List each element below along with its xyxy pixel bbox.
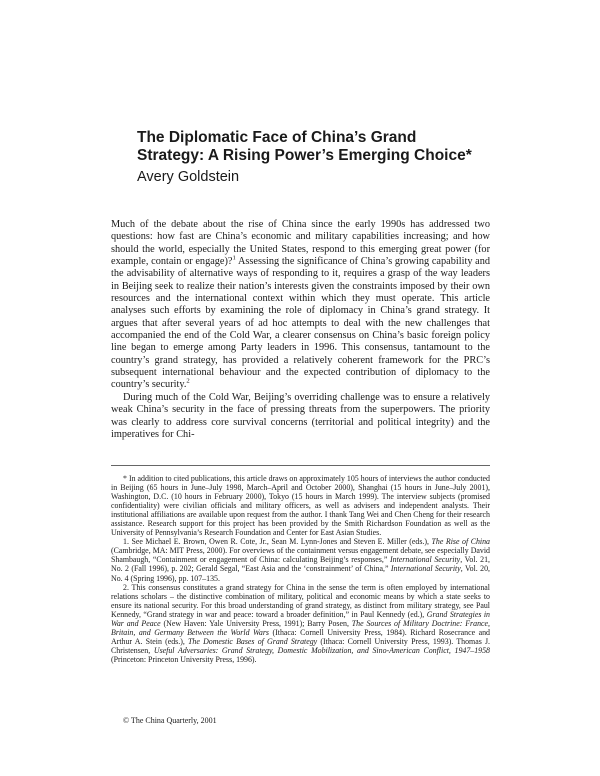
footnote-ref-1: 1 [232, 254, 236, 262]
paragraph-1: Much of the debate about the rise of China since the early 1990s has addressed two questions: how fast are China’s economic and military capabilities increasing; and how should the world, especially the United States, respond to this emerging great power (for example, contain or engage)?$^1$ Assessing the significance of China’s growing capability and the advisability of alternative ways of responding to it, requires a grasp of the way leaders in Beijing seek to realize their nation’s interests given the constraints imposed by their own resources and the international context within which they must operate. This article analyses such efforts by examining the role of diplomacy in China’s grand strategy. It argues that after several years of ad hoc attempts to deal with the new challenges that accompanied the end of the Cold War, a clearer consensus on China’s basic foreign policy line began to emerge among Party leaders in 1996. This consensus, tantamount to the country’s grand strategy, has provided a relatively coherent framework for the PRC’s subsequent international behaviour and the expected contribution of diplomacy to the country’s security.$^2$ [111, 219, 491, 391]
author-name: Avery Goldstein [137, 169, 240, 185]
copyright-notice: © The China Quarterly, 2001 [123, 716, 217, 725]
footnote-2: 2. This consensus constitutes a grand strategy for China in the sense the term is often employed by international relations scholars – the distinctive combination of military, political and economic means by which a state seeks to ensure its national security. For this broad understanding of grand strategy, as distinct from military strategy, see Paul Kennedy, “Grand strategy in war and peace: toward a broader definition,” in Paul Kennedy (ed.), Grand Strategies in War and Peace (New Haven: Yale University Press, 1991); Barry Posen, The Sources of Military Doctrine: France, Britain, and Germany Between the World Wars (Ithaca: Cornell University Press, 1984). Richard Rosecrance and Arthur A. Stein (eds.), The Domestic Bases of Grand Strategy (Ithaca: Cornell University Press, 1993). Thomas J. Christensen, Useful Adversaries: Grand Strategy, Domestic Mobilization, and Sino-American Conflict, 1947–1958 (Princeton: Princeton University Press, 1996). [111, 582, 491, 664]
article-body [111, 219, 490, 441]
footnotes [111, 474, 490, 664]
article-title-line-2: Strategy: A Rising Power’s Emerging Choice* [137, 147, 472, 164]
paragraph-2: During much of the Cold War, Beijing’s overriding challenge was to ensure a relatively weak China’s security in the face of pressing threats from the superpowers. The priority was clearly to address core survival concerns (territorial and political integrity) and the imperatives for Chi- [111, 391, 490, 440]
article-title-line-1: The Diplomatic Face of China’s Grand [137, 129, 417, 146]
footnote-divider [111, 465, 490, 466]
article-title [137, 129, 472, 165]
footnote-1: 1. See Michael E. Brown, Owen R. Cote, Jr., Sean M. Lynn-Jones and Steven E. Miller (eds.), The Rise of China (Cambridge, MA: MIT Press, 2000). For overviews of the containment versus engagement debate, see especially David Shambaugh, “Containment or engagement of China: calculating Beijing’s responses,” International Security, Vol. 21, No. 2 (Fall 1996), p. 202; Gerald Segal, “East Asia and the ‘constrainment’ of China,” International Security, Vol. 20, No. 4 (Spring 1996), pp. 107–135. [111, 537, 490, 583]
footnote-star: * In addition to cited publications, this article draws on approximately 105 hours of interviews the author conducted in Beijing (65 hours in June–July 1998, March–April and October 2000), Shanghai (15 hours in June–July 2001), Washington, D.C. (10 hours in February 2000), Tokyo (15 hours in March 1999). The interview subjects (promised confidentiality) were civilian officials and military officers, as well as advisers and independent analysts. Their institutional affiliations are available upon request from the author. I thank Tang Wei and Chen Cheng for their research assistance. Research support for this project has been provided by the Smith Richardson Foundation as well as the University of Pennsylvania’s Research Foundation and Center for East Asian Studies. [111, 474, 490, 538]
footnote-ref-2: 2 [186, 378, 190, 386]
